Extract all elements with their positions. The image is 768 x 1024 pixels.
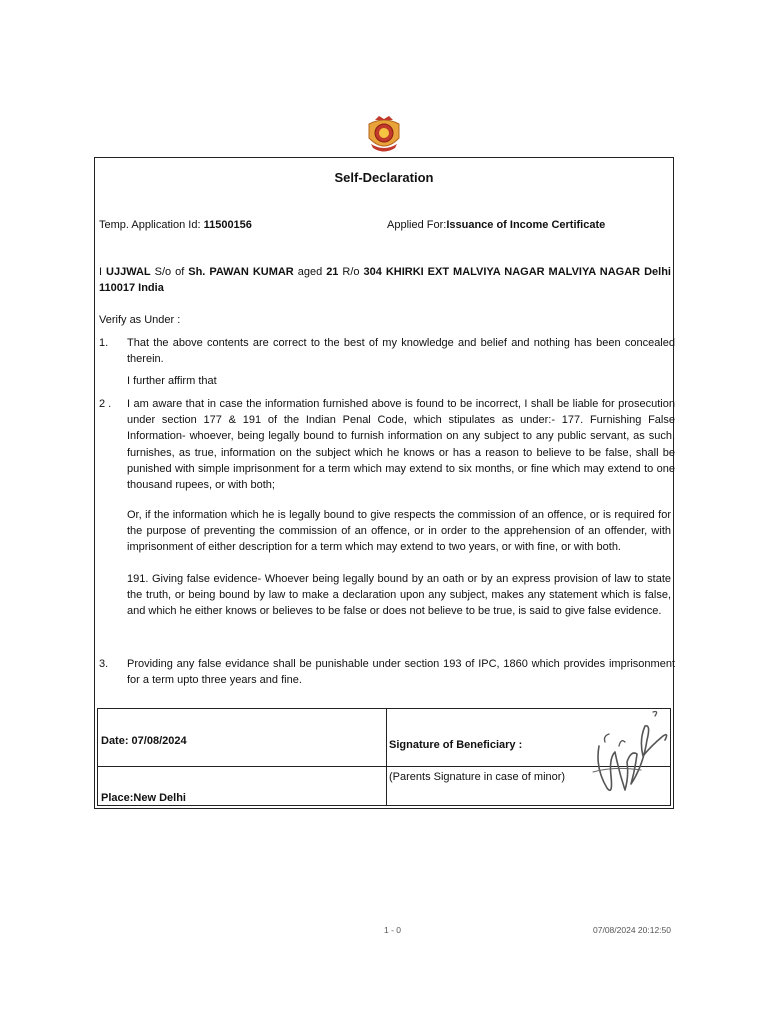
clause-number: 1.	[99, 337, 109, 349]
clause-number: 3.	[99, 658, 109, 670]
table-divider	[386, 709, 387, 805]
applied-for-value: Issuance of Income Certificate	[446, 219, 606, 231]
paragraph-or: Or, if the information which he is legally bound to give respects the commission of an offence, or is required for the purpose of preventing the commission of an offence, or in order to the apprehension of an offender, with imprisonment of either description for a term which may extend to two years, or with fine, or with both.	[127, 509, 671, 554]
parents-signature-label: (Parents Signature in case of minor)	[389, 771, 566, 783]
signature-label: Signature of Beneficiary :	[389, 739, 523, 751]
declarant-address: 304 KHIRKI EXT MALVIYA NAGAR MALVIYA NAGAR Delhi 110017 India	[99, 266, 671, 294]
verify-heading: Verify as Under :	[99, 314, 181, 326]
police-emblem-icon	[363, 114, 405, 156]
declarant-name: UJJWAL	[106, 266, 151, 278]
clause-number: 2 .	[99, 398, 112, 410]
declarant-intro	[99, 264, 671, 296]
intro-relation: S/o of	[154, 266, 185, 278]
application-id-value: 11500156	[203, 219, 252, 231]
affirm-text: I further affirm that	[127, 375, 217, 387]
clause-text: I am aware that in case the information furnished above is found to be incorrect, I shall be liable for prosecution under section 177 & 191 of the Indian Penal Code, which stipulates as under:- 177. Furnishing False Information- whoever, being legally bound to furnish information on any subject to any public servant, as such, furnishes, as true, information on the subject which he knows or has a reason to believe to be false, shall be punished with simple imprisonment for a term which may extend to six months, or fine which may extend to one thousand rupees, or with both;	[127, 398, 675, 492]
place-field: Place:New Delhi	[101, 792, 186, 804]
page-title: Self-Declaration	[334, 170, 434, 185]
clause-text: That the above contents are correct to the best of my knowledge and belief and nothing has been concealed therein.	[127, 337, 675, 366]
date-field: Date: 07/08/2024	[101, 735, 187, 747]
clause-text: Providing any false evidance shall be punishable under section 193 of IPC, 1860 which provides imprisonment for a term upto three years and fine.	[127, 658, 675, 687]
intro-ro-label: R/o	[342, 266, 360, 278]
application-id	[99, 219, 252, 231]
print-timestamp: 07/08/2024 20:12:50	[593, 925, 671, 935]
declarant-age: 21	[326, 266, 339, 278]
applied-for-label: Applied For:	[387, 219, 447, 231]
application-id-label: Temp. Application Id:	[99, 219, 201, 231]
parent-name: Sh. PAWAN KUMAR	[188, 266, 294, 278]
paragraph-191: 191. Giving false evidence- Whoever being legally bound by an oath or by an express provision of law to state the truth, or being bound by law to make a declaration upon any subject, makes any statement which is false, and which he either knows or believes to be false or does not believe to be true, is said to give false evidence.	[127, 573, 671, 618]
intro-aged-label: aged	[297, 266, 323, 278]
intro-prefix: I	[99, 266, 103, 278]
applied-for	[387, 219, 605, 231]
page-number: 1 - 0	[384, 925, 402, 935]
handwritten-signature	[585, 706, 675, 806]
